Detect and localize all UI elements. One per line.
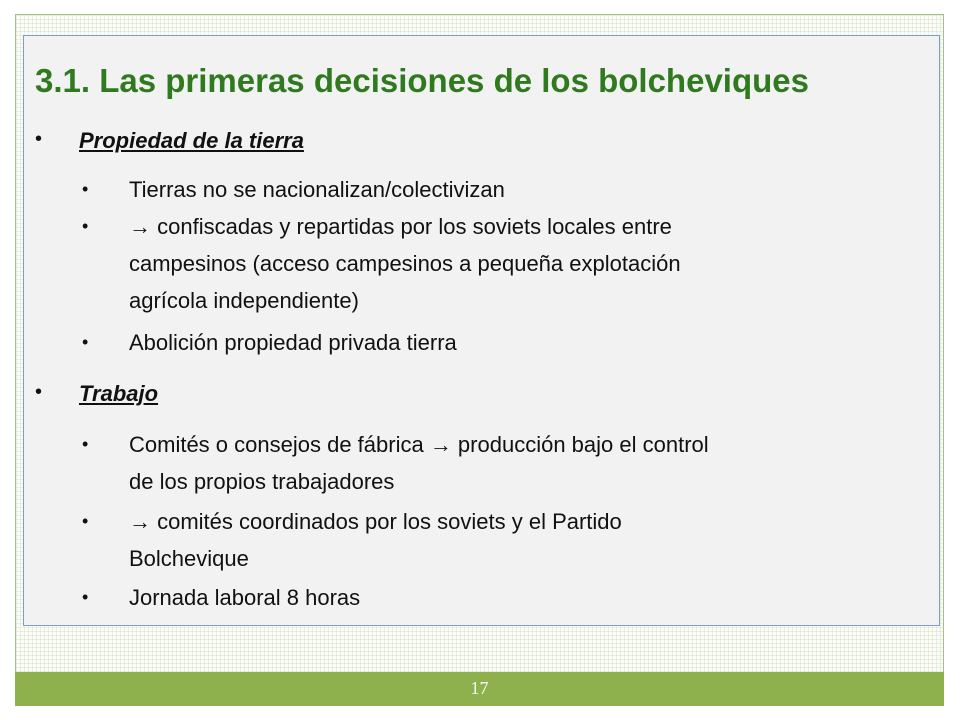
bullet-icon: • — [82, 216, 89, 236]
footer-bar — [15, 672, 944, 706]
section-heading-label: Trabajo — [79, 381, 159, 406]
section-heading-label: Propiedad de la tierra — [79, 128, 304, 153]
bullet-icon: • — [82, 434, 89, 454]
list-item-text: → confiscadas y repartidas por los soviets locales entre campesinos (acceso campesinos a pequeña explotación agrícola independiente) — [129, 214, 681, 313]
list-item-text: Tierras no se nacionalizan/colectivizan — [129, 177, 505, 202]
list-item — [82, 171, 902, 208]
list-item-text: Jornada laboral 8 horas — [129, 585, 361, 610]
bullet-icon: • — [35, 128, 43, 150]
slide-title: 3.1. Las primeras decisiones de los bolcheviques — [35, 62, 809, 99]
list-item — [82, 579, 902, 616]
bullet-icon: • — [82, 511, 89, 531]
slide-number: 17 — [470, 678, 489, 698]
bullet-icon: • — [35, 381, 43, 403]
list-item-text: Abolición propiedad privada tierra — [129, 330, 457, 355]
content-box — [23, 35, 940, 626]
bullet-icon: • — [82, 587, 89, 607]
list-item — [82, 503, 902, 577]
list-item-text: → comités coordinados por los soviets y el Partido Bolchevique — [129, 509, 622, 571]
list-item — [82, 324, 902, 361]
list-item — [82, 208, 902, 319]
bullet-icon: • — [82, 332, 89, 352]
bullet-icon: • — [82, 179, 89, 199]
list-item-text: Comités o consejos de fábrica → producción bajo el control de los propios trabajadores — [129, 432, 709, 494]
list-item — [82, 426, 902, 500]
